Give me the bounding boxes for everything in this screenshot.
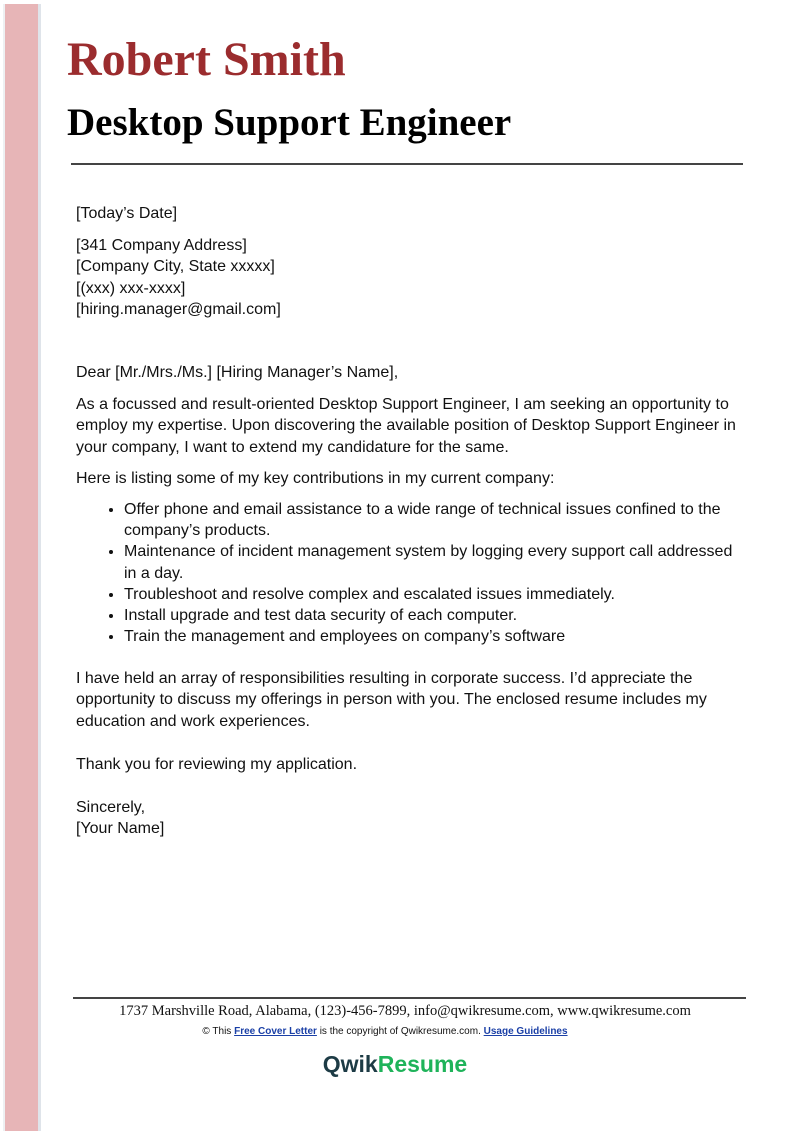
job-title: Desktop Support Engineer	[67, 101, 512, 144]
list-item: • Install upgrade and test data security of each computer.	[124, 605, 744, 626]
side-stripe	[3, 4, 41, 1131]
date: [Today’s Date]	[76, 205, 178, 222]
usage-guidelines-link[interactable]: Usage Guidelines	[483, 1026, 568, 1037]
salutation: Dear [Mr./Mrs./Ms.] [Hiring Manager’s Name],	[76, 364, 399, 381]
closing-paragraph: I have held an array of responsibilities resulting in corporate success. I’d appreciate the opportunity to discuss my offerings in person with you. The enclosed resume includes my education and work experiences.	[76, 670, 707, 730]
signature: [Your Name]	[76, 820, 165, 837]
list-intro: Here is listing some of my key contributions in my current company:	[76, 470, 555, 487]
contributions-list	[76, 499, 744, 647]
copyright-text: This	[212, 1026, 232, 1037]
company-city: [Company City, State xxxxx]	[76, 258, 275, 275]
company-phone: [(xxx) xxx-xxxx]	[76, 280, 186, 297]
list-item: • Maintenance of incident management system by logging every support call addressed in a day.	[124, 541, 744, 583]
applicant-name: Robert Smith	[67, 33, 346, 86]
list-item: • Troubleshoot and resolve complex and escalated issues immediately.	[124, 584, 744, 605]
copyright-icon: ©	[202, 1026, 210, 1037]
list-item: • Offer phone and email assistance to a wide range of technical issues confined to the company’s products.	[124, 499, 744, 541]
company-email: [hiring.manager@gmail.com]	[76, 301, 281, 318]
logo-part: Resume	[377, 1051, 468, 1077]
free-cover-letter-link[interactable]: Free Cover Letter	[234, 1026, 317, 1037]
company-address: [341 Company Address]	[76, 237, 247, 254]
intro-paragraph: As a focussed and result-oriented Desktop Support Engineer, I am seeking an opportunity to employ my expertise. Upon discovering the available position of Desktop Support Engineer in your company, I want to extend my candidature for the same.	[76, 396, 736, 456]
footer-divider	[73, 997, 746, 999]
copyright-text: is the copyright of Qwikresume.com.	[319, 1026, 481, 1037]
footer-contact: 1737 Marshville Road, Alabama, (123)-456-7899, info@qwikresume.com, www.qwikresume.com	[119, 1003, 691, 1019]
header-divider	[71, 163, 743, 165]
logo-part: Qwik	[322, 1051, 378, 1077]
signoff: Sincerely,	[76, 799, 146, 816]
list-item: • Train the management and employees on company’s software	[124, 626, 744, 647]
copyright-notice	[0, 1026, 770, 1037]
thanks-line: Thank you for reviewing my application.	[76, 756, 358, 773]
qwikresume-logo	[0, 1051, 790, 1078]
